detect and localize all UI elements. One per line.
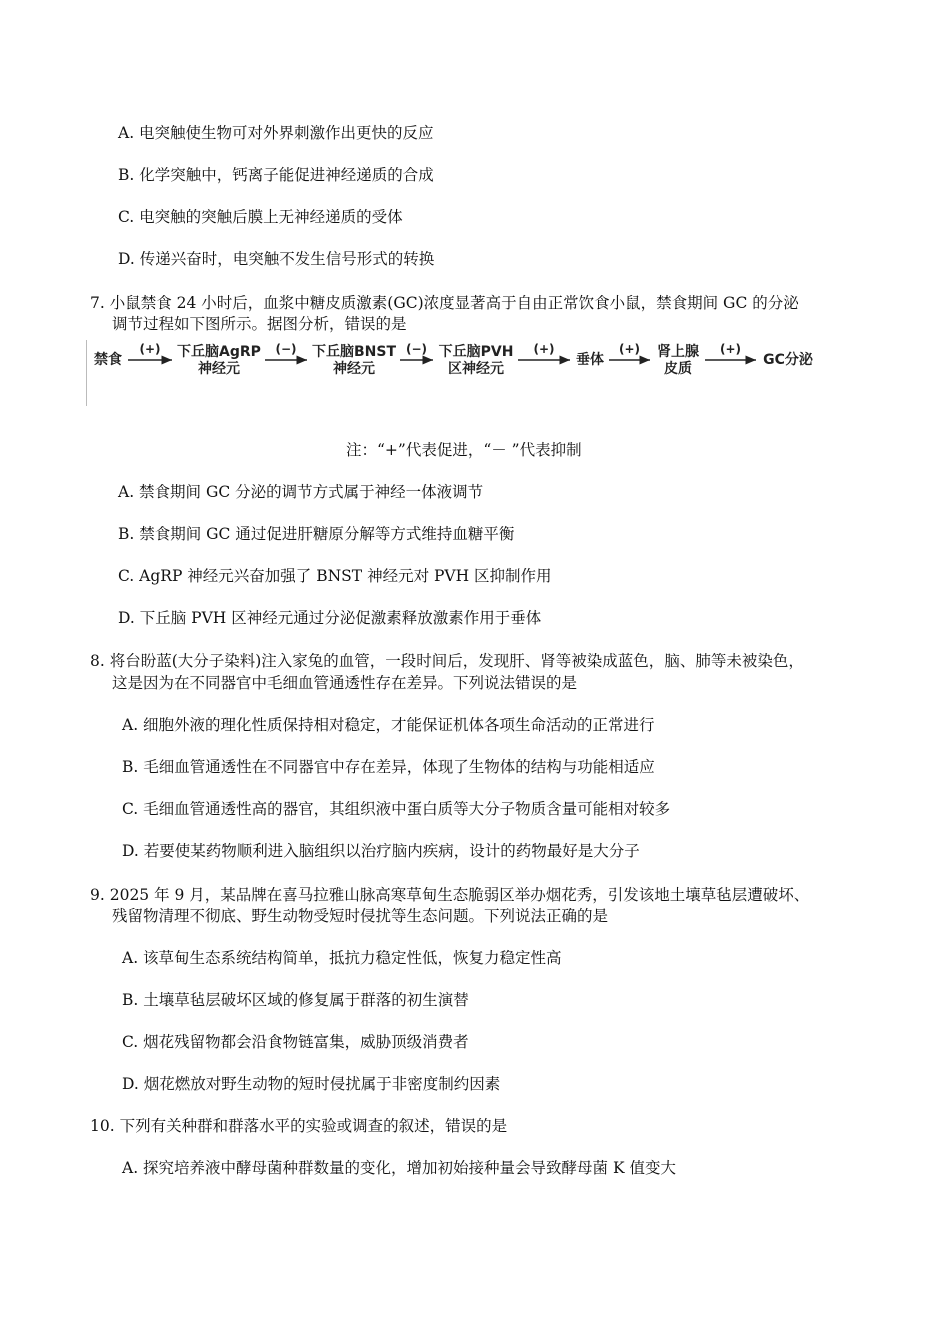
diagram-node-3-line1: 下丘脑PVH [438,344,514,360]
q7-option-a: A. 禁食期间 GC 分泌的调节方式属于神经一体液调节 [118,483,484,501]
q8-option-b: B. 毛细血管通透性在不同器官中存在差异，体现了生物体的结构与功能相适应 [122,758,655,776]
q7-note: 注：“+”代表促进，“－ ”代表抑制 [346,441,582,459]
q9-stem-line1: 9. 2025 年 9 月，某品牌在喜马拉雅山脉高寒草甸生态脆弱区举办烟花秀，引发该地土壤草毡层遭破坏、 [90,886,810,904]
q7-option-d: D. 下丘脑 PVH 区神经元通过分泌促激素释放激素作用于垂体 [118,609,542,627]
diagram-node-5-line2: 皮质 [664,361,692,377]
q6-option-d: D. 传递兴奋时，电突触不发生信号形式的转换 [118,250,435,268]
q7-stem-line2: 调节过程如下图所示。据图分析，错误的是 [112,315,407,333]
diagram-node-2-line1: 下丘脑BNST [311,344,397,360]
q8-option-a: A. 细胞外液的理化性质保持相对稳定，才能保证机体各项生命活动的正常进行 [122,716,655,734]
diagram-node-6-line1: GC分泌 [763,352,813,368]
q8-stem-line1: 8. 将台盼蓝(大分子染料)注入家兔的血管，一段时间后，发现肝、肾等被染成蓝色，脑、肺等未被染色， [90,652,804,670]
diagram-node-3-line2: 区神经元 [448,361,504,377]
diagram-node-5-line1: 肾上腺 [657,344,699,360]
diagram-arrow-sign-1: (−) [275,342,297,356]
q7-option-b: B. 禁食期间 GC 通过促进肝糖原分解等方式维持血糖平衡 [118,525,515,543]
diagram-node-4-line1: 垂体 [576,352,604,368]
diagram-arrow-sign-2: (−) [405,342,428,356]
q10-option-a: A. 探究培养液中酵母菌种群数量的变化，增加初始接种量会导致酵母菌 K 值变大 [122,1159,676,1177]
q9-option-b: B. 土壤草毡层破坏区域的修复属于群落的初生演替 [122,991,469,1009]
diagram-node-1-line1: 下丘脑AgRP [177,344,261,360]
q9-option-a: A. 该草甸生态系统结构简单，抵抗力稳定性低，恢复力稳定性高 [122,949,562,967]
q6-option-a: A. 电突触使生物可对外界刺激作出更快的反应 [118,124,434,142]
q7-stem-line1: 7. 小鼠禁食 24 小时后，血浆中糖皮质激素(GC)浓度显著高于自由正常饮食小鼠，禁食期间 GC 的分泌 [90,294,799,312]
q6-option-b: B. 化学突触中，钙离子能促进神经递质的合成 [118,166,434,184]
q8-option-c: C. 毛细血管通透性高的器官，其组织液中蛋白质等大分子物质含量可能相对较多 [122,800,671,818]
diagram-arrow-sign-4: (+) [618,342,641,356]
q6-option-c: C. 电突触的突触后膜上无神经递质的受体 [118,208,403,226]
diagram-arrow-sign-5: (+) [719,342,742,356]
diagram-node-1-line2: 神经元 [198,361,240,377]
q9-option-d: D. 烟花燃放对野生动物的短时侵扰属于非密度制约因素 [122,1075,501,1093]
diagram-arrow-sign-0: (+) [139,342,161,356]
q8-option-d: D. 若要使某药物顺利进入脑组织以治疗脑内疾病，设计的药物最好是大分子 [122,842,640,860]
q9-stem-line2: 残留物清理不彻底、野生动物受短时侵扰等生态问题。下列说法正确的是 [112,907,609,925]
q7-option-c: C. AgRP 神经元兴奋加强了 BNST 神经元对 PVH 区抑制作用 [118,567,552,585]
diagram-arrow-sign-3: (+) [533,342,555,356]
diagram-node-0-line1: 禁食 [94,352,122,368]
q10-stem: 10. 下列有关种群和群落水平的实验或调查的叙述，错误的是 [90,1117,508,1135]
q9-option-c: C. 烟花残留物都会沿食物链富集，威胁顶级消费者 [122,1033,469,1051]
q8-stem-line2: 这是因为在不同器官中毛细血管通透性存在差异。下列说法错误的是 [112,674,578,692]
gc-regulation-diagram [86,336,826,408]
diagram-node-2-line2: 神经元 [333,361,375,377]
